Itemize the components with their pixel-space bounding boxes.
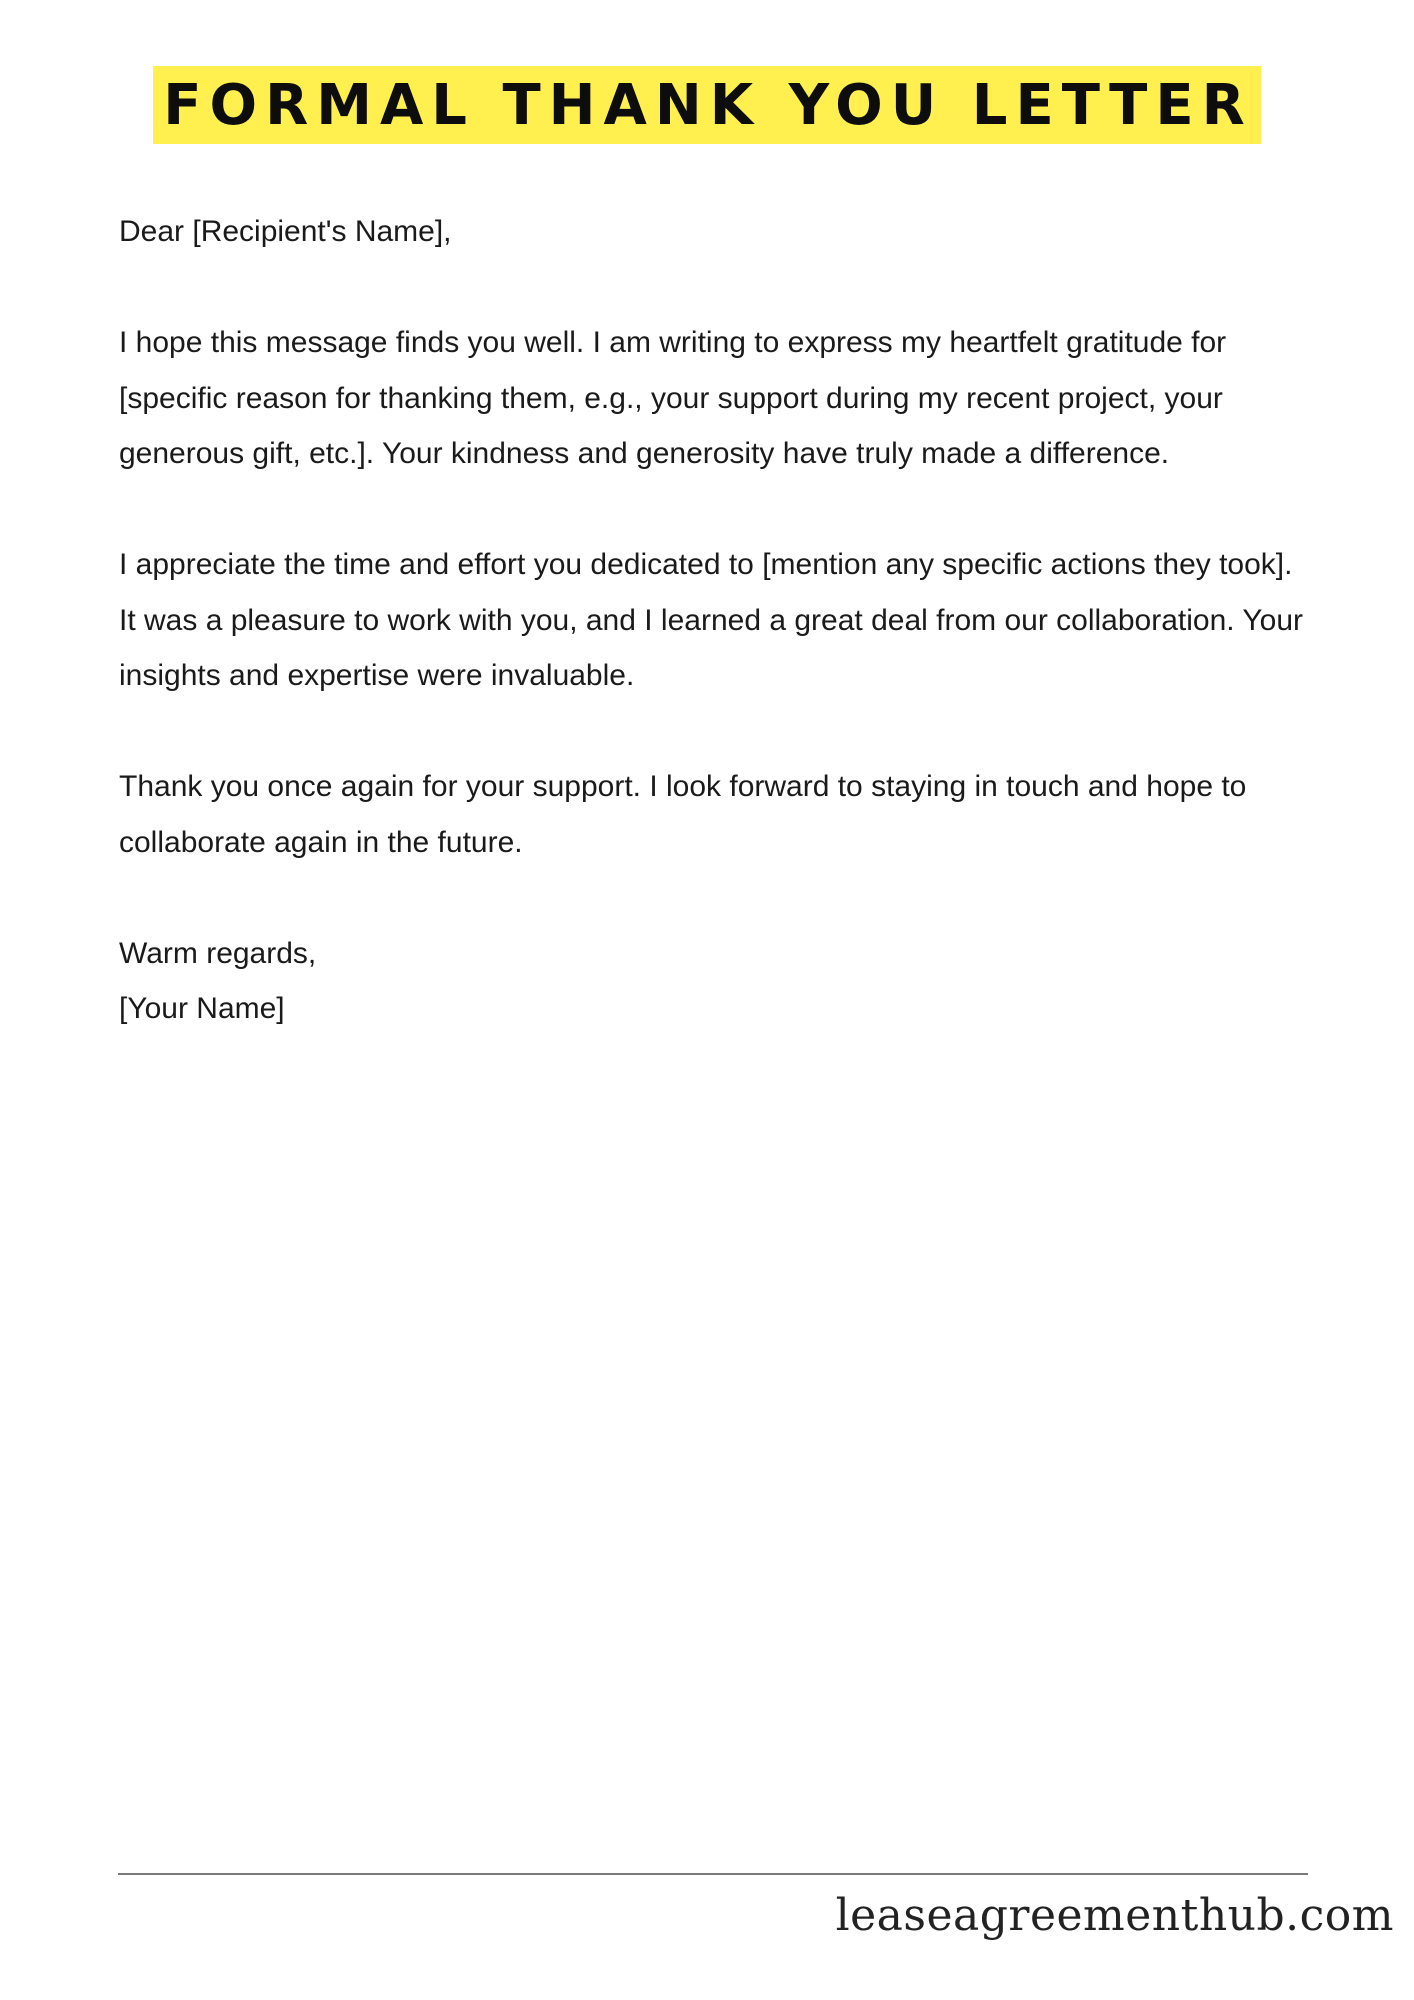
letter-body <box>119 204 1309 1037</box>
page-title: FORMAL THANK YOU LETTER <box>153 66 1261 144</box>
paragraph-intro: I hope this message finds you well. I am writing to express my heartfelt gratitude for [specific reason for thanking them, e.g., your support during my recent project, your generous gift, etc.]. Your kindness and generosity have truly made a difference. <box>119 326 1227 470</box>
paragraph-appreciation: I appreciate the time and effort you dedicated to [mention any specific actions they took]. It was a pleasure to work with you, and I learned a great deal from our collaboration. Your insights and expertise were invaluable. <box>119 548 1304 692</box>
closing-phrase: Warm regards, <box>119 936 317 970</box>
paragraph-closing: Thank you once again for your support. I look forward to staying in touch and hope to collaborate again in the future. <box>119 770 1247 859</box>
signature: [Your Name] <box>119 992 285 1025</box>
salutation: Dear [Recipient's Name], <box>119 215 452 248</box>
title-banner <box>0 66 1414 144</box>
footer-brand: leaseagreementhub.com <box>835 1890 1394 1941</box>
footer-divider <box>118 1873 1308 1875</box>
